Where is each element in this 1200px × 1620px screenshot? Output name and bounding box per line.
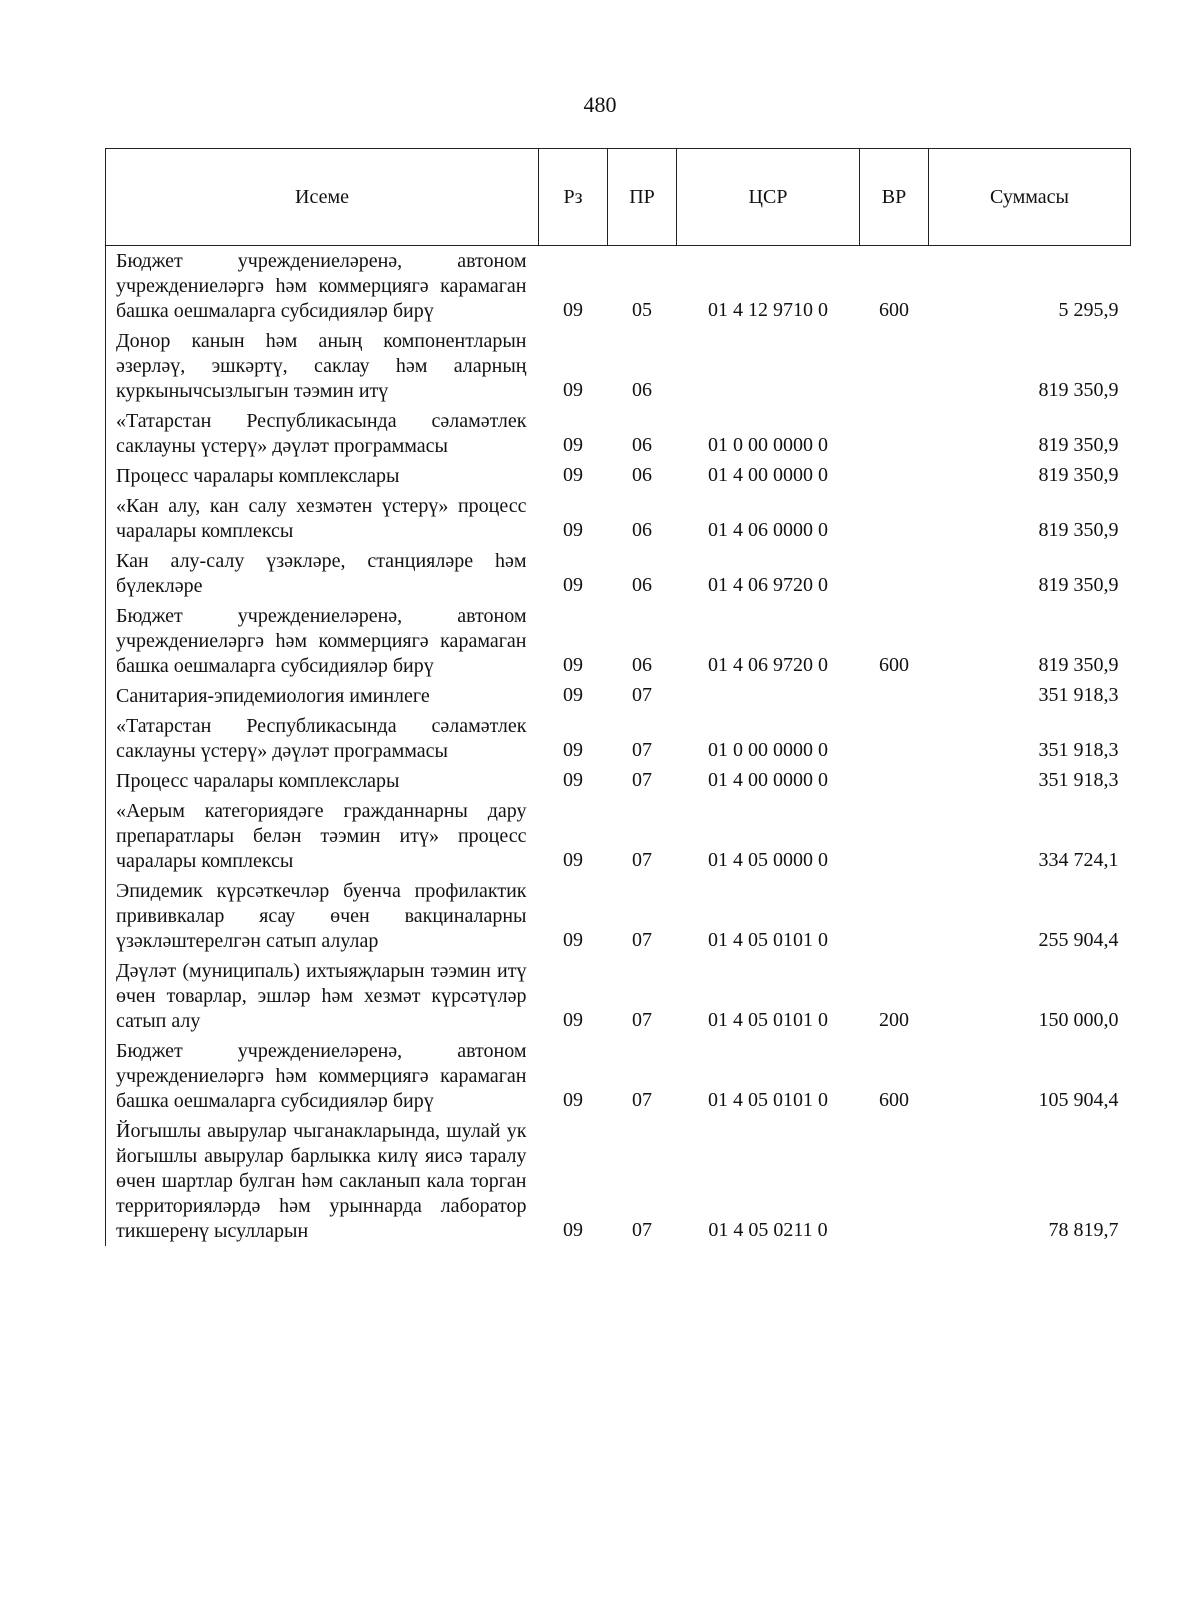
header-vr: ВР [860,149,929,246]
table-row [106,601,1131,681]
header-row [106,149,1131,246]
cell-csr: 01 4 05 0000 0 [708,849,828,871]
cell-vr [860,326,929,406]
cell-sum: 351 918,3 [1038,769,1119,791]
cell-csr [677,681,860,711]
cell-vr [860,681,929,711]
cell-rz: 09 [563,1219,583,1241]
cell-name: Бюджет учреждениеләренә, автоном учреждениеләргә һәм коммерциягә карамаган башка оешмаларга субсидияләр бирү [106,1036,539,1116]
cell-sum: 351 918,3 [1038,684,1119,706]
cell-name: Кан алу-салу үзәкләре, станцияләре һәм бүлекләре [106,546,539,601]
cell-csr: 01 4 00 0000 0 [708,769,828,791]
cell-csr: 01 0 00 0000 0 [708,434,828,456]
table-row [106,956,1131,1036]
cell-vr [860,766,929,796]
cell-vr [860,546,929,601]
header-sum: Суммасы [929,149,1131,246]
cell-pr: 07 [632,1009,652,1031]
cell-sum: 334 724,1 [1038,849,1119,871]
cell-rz: 09 [563,379,583,401]
cell-pr: 06 [632,519,652,541]
cell-name: «Татарстан Республикасында сәламәтлек саклауны үстерү» дәүләт программасы [106,711,539,766]
header-name: Исеме [106,149,539,246]
cell-vr [860,406,929,461]
cell-name: Йогышлы авырулар чыганакларында, шулай ук йогышлы авырулар барлыкка килү яисә таралу өчен шартлар булган һәм сакланып кала торган территорияләрдә һәм урыннарда лаборатор тикшеренү ысулларын [106,1116,539,1246]
cell-sum: 819 350,9 [1038,574,1119,596]
cell-pr: 06 [632,434,652,456]
cell-name: «Кан алу, кан салу хезмәтен үстерү» процесс чаралары комплексы [106,491,539,546]
cell-vr [860,461,929,491]
cell-pr: 07 [632,769,652,791]
table-row [106,1116,1131,1246]
header-pr: ПР [608,149,677,246]
cell-vr [860,876,929,956]
cell-rz: 09 [563,684,583,706]
cell-csr: 01 4 00 0000 0 [708,464,828,486]
cell-vr [860,1116,929,1246]
cell-sum: 255 904,4 [1038,929,1119,951]
cell-rz: 09 [563,849,583,871]
cell-pr: 07 [632,1219,652,1241]
cell-rz: 09 [563,769,583,791]
budget-table-container [105,148,1130,1246]
cell-vr: 200 [879,1009,909,1031]
cell-csr: 01 4 05 0101 0 [708,1009,828,1031]
cell-name: Санитария-эпидемиология иминлеге [106,681,539,711]
table-row [106,796,1131,876]
cell-sum: 819 350,9 [1038,434,1119,456]
cell-pr: 06 [632,464,652,486]
table-row [106,406,1131,461]
cell-rz: 09 [563,299,583,321]
cell-pr: 06 [632,654,652,676]
table-row [106,1036,1131,1116]
cell-vr: 600 [879,1089,909,1111]
cell-name: Бюджет учреждениеләренә, автоном учреждениеләргә һәм коммерциягә карамаган башка оешмаларга субсидияләр бирү [106,246,539,327]
cell-pr: 06 [632,379,652,401]
cell-rz: 09 [563,929,583,951]
table-row [106,326,1131,406]
cell-sum: 78 819,7 [1048,1219,1119,1241]
cell-rz: 09 [563,464,583,486]
cell-rz: 09 [563,1089,583,1111]
cell-sum: 819 350,9 [1038,519,1119,541]
table-row [106,711,1131,766]
cell-name: Бюджет учреждениеләренә, автоном учреждениеләргә һәм коммерциягә карамаган башка оешмаларга субсидияләр бирү [106,601,539,681]
cell-rz: 09 [563,574,583,596]
cell-sum: 819 350,9 [1038,654,1119,676]
cell-pr: 07 [632,684,652,706]
cell-name: Процесс чаралары комплекслары [106,766,539,796]
cell-name: Дәүләт (муниципаль) ихтыяҗларын тәэмин итү өчен товарлар, эшләр һәм хезмәт күрсәтүләр сатып алу [106,956,539,1036]
header-rz: Рз [539,149,608,246]
budget-table [105,148,1131,1246]
cell-rz: 09 [563,434,583,456]
cell-sum: 351 918,3 [1038,739,1119,761]
table-body [106,246,1131,1247]
cell-sum: 105 904,4 [1038,1089,1119,1111]
page-number: 480 [583,92,617,117]
cell-vr: 600 [879,299,909,321]
cell-rz: 09 [563,739,583,761]
cell-vr: 600 [879,654,909,676]
header-csr: ЦСР [677,149,860,246]
table-row [106,876,1131,956]
cell-sum: 819 350,9 [1038,379,1119,401]
cell-pr: 07 [632,929,652,951]
cell-csr: 01 0 00 0000 0 [708,739,828,761]
cell-pr: 07 [632,1089,652,1111]
table-row [106,246,1131,327]
cell-vr [860,711,929,766]
cell-csr [677,326,860,406]
cell-sum: 819 350,9 [1038,464,1119,486]
cell-csr: 01 4 06 0000 0 [708,519,828,541]
cell-vr [860,491,929,546]
cell-rz: 09 [563,519,583,541]
cell-sum: 150 000,0 [1038,1009,1119,1031]
cell-name: Процесс чаралары комплекслары [106,461,539,491]
cell-csr: 01 4 05 0101 0 [708,929,828,951]
table-row [106,546,1131,601]
table-row [106,681,1131,711]
cell-rz: 09 [563,1009,583,1031]
cell-csr: 01 4 12 9710 0 [708,299,828,321]
cell-pr: 05 [632,299,652,321]
cell-rz: 09 [563,654,583,676]
table-row [106,461,1131,491]
cell-csr: 01 4 06 9720 0 [708,574,828,596]
cell-pr: 07 [632,849,652,871]
table-row [106,491,1131,546]
cell-name: Эпидемик күрсәткечләр буенча профилактик прививкалар ясау өчен вакциналарны үзәкләштерелгән сатып алулар [106,876,539,956]
cell-sum: 5 295,9 [1058,299,1119,321]
cell-name: Донор канын һәм аның компонентларын әзерләү, эшкәртү, саклау һәм аларның куркынычсызлыгын тәэмин итү [106,326,539,406]
cell-csr: 01 4 05 0211 0 [708,1219,828,1241]
cell-pr: 06 [632,574,652,596]
cell-vr [860,796,929,876]
cell-name: «Татарстан Республикасында сәламәтлек саклауны үстерү» дәүләт программасы [106,406,539,461]
cell-csr: 01 4 05 0101 0 [708,1089,828,1111]
table-row [106,766,1131,796]
cell-name: «Аерым категориядәге гражданнарны дару препаратлары белән тәэмин итү» процесс чаралары комплексы [106,796,539,876]
cell-pr: 07 [632,739,652,761]
table-header [106,149,1131,246]
cell-csr: 01 4 06 9720 0 [708,654,828,676]
